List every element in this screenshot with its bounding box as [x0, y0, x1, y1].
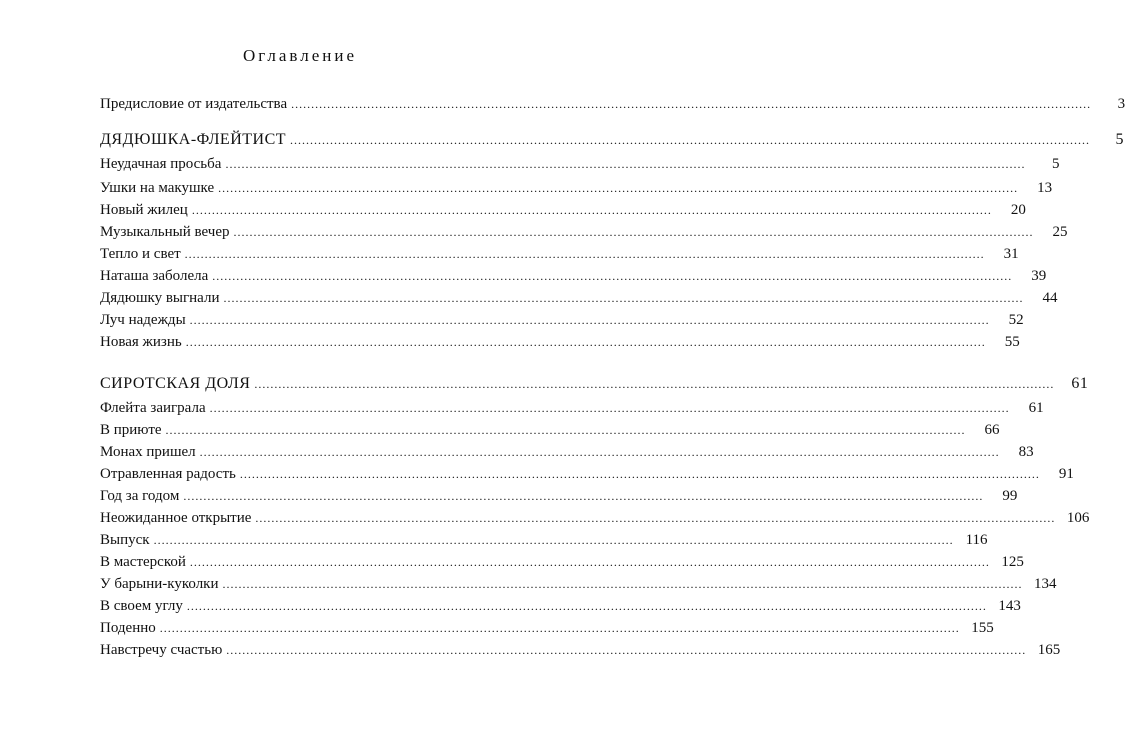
- dot-leader: ........................................................................................................................................................................................................: [212, 269, 1013, 283]
- toc-entry: [100, 178, 1053, 198]
- toc-entry-title: Навстречу счастью: [100, 642, 223, 658]
- dot-leader: ........................................................................................................................................................................................................: [159, 621, 960, 635]
- toc-entry-title: Тепло и свет: [100, 246, 181, 262]
- toc-entry: [100, 266, 1047, 286]
- toc-page-number: 13: [1037, 180, 1053, 196]
- toc-entry: [100, 464, 1074, 484]
- toc-part-row: [100, 374, 1089, 394]
- toc-entry-title: Луч надежды: [100, 312, 186, 328]
- toc-entry-title: В приюте: [100, 422, 162, 438]
- dot-leader: ........................................................................................................................................................................................................: [189, 555, 990, 569]
- toc-page-number: 143: [998, 598, 1021, 614]
- dot-leader: ........................................................................................................................................................................................................: [222, 577, 1023, 591]
- dot-leader: ........................................................................................................................................................................................................: [165, 423, 966, 437]
- dot-leader: ........................................................................................................................................................................................................: [189, 313, 990, 327]
- toc-entry: [100, 574, 1057, 594]
- toc-entry: [100, 552, 1024, 572]
- toc-page-number: 91: [1058, 466, 1074, 482]
- toc-page-number: 155: [971, 620, 994, 636]
- toc-entry-title: ДЯДЮШКА-ФЛЕЙТИСТ: [100, 131, 287, 148]
- toc-entry-title: Новый жилец: [100, 202, 188, 218]
- dot-leader: ........................................................................................................................................................................................................: [186, 599, 987, 613]
- toc-entry: [100, 486, 1018, 506]
- dot-leader: ........................................................................................................................................................................................................: [199, 445, 1000, 459]
- dot-leader: ........................................................................................................................................................................................................: [226, 643, 1027, 657]
- dot-leader: ........................................................................................................................................................................................................: [183, 489, 984, 503]
- toc-page-number: 61: [1028, 400, 1044, 416]
- dot-leader: ........................................................................................................................................................................................................: [209, 401, 1010, 415]
- toc-entry-title: Выпуск: [100, 532, 150, 548]
- dot-leader: ........................................................................................................................................................................................................: [223, 291, 1024, 305]
- toc-entry: [100, 154, 1060, 174]
- dot-leader: ........................................................................................................................................................................................................: [153, 533, 954, 547]
- toc-entry: [100, 420, 1000, 440]
- toc-entry-title: У барыни-куколки: [100, 576, 219, 592]
- toc-page-number: 99: [1002, 488, 1018, 504]
- toc-page-number: 3: [1117, 96, 1125, 112]
- dot-leader: ........................................................................................................................................................................................................: [218, 181, 1019, 195]
- toc-entry: [100, 222, 1068, 242]
- toc-entry-title: Поденно: [100, 620, 156, 636]
- toc-entry-title: В мастерской: [100, 554, 186, 570]
- dot-leader: ........................................................................................................................................................................................................: [225, 157, 1026, 171]
- dot-leader: ........................................................................................................................................................................................................: [255, 511, 1056, 525]
- toc-entry-title: Неудачная просьба: [100, 156, 222, 172]
- toc-entry-title: Отравленная радость: [100, 466, 236, 482]
- toc-entry: [100, 200, 1026, 220]
- toc-entry-title: В своем углу: [100, 598, 183, 614]
- toc-page-number: 61: [1071, 375, 1089, 392]
- dot-leader: ........................................................................................................................................................................................................: [185, 335, 986, 349]
- toc-entry: [100, 244, 1019, 264]
- toc-page-number: 44: [1042, 290, 1058, 306]
- toc-entry: [100, 442, 1034, 462]
- toc-entry: [100, 332, 1020, 352]
- toc-entry: [100, 310, 1024, 330]
- toc-entry-title: СИРОТСКАЯ ДОЛЯ: [100, 375, 251, 392]
- dot-leader: ........................................................................................................................................................................................................: [184, 247, 985, 261]
- toc-entry-title: Ушки на макушке: [100, 180, 215, 196]
- toc-page-number: 20: [1010, 202, 1026, 218]
- toc-entry-title: Монах пришел: [100, 444, 196, 460]
- toc-entry-title: Флейта заиграла: [100, 400, 206, 416]
- toc-page-number: 125: [1001, 554, 1024, 570]
- toc-entry-title: Предисловие от издательства: [100, 96, 288, 112]
- toc-page-number: 25: [1052, 224, 1068, 240]
- toc-page-number: 52: [1008, 312, 1024, 328]
- dot-leader: ........................................................................................................................................................................................................: [290, 133, 1091, 147]
- dot-leader: ........................................................................................................................................................................................................: [239, 467, 1040, 481]
- dot-leader: ........................................................................................................................................................................................................: [254, 377, 1055, 391]
- toc-page-number: 39: [1031, 268, 1047, 284]
- toc-page-number: 55: [1004, 334, 1020, 350]
- toc-page-number: 165: [1037, 642, 1061, 658]
- toc-entry: [100, 596, 1021, 616]
- toc-entry-title: Музыкальный вечер: [100, 224, 230, 240]
- toc-page-number: 134: [1034, 576, 1057, 592]
- toc-entry: [100, 618, 994, 638]
- toc-entry-title: Год за годом: [100, 488, 180, 504]
- toc-page-number: 116: [965, 532, 988, 548]
- dot-leader: ........................................................................................................................................................................................................: [233, 225, 1034, 239]
- toc-page-number: 5: [1051, 156, 1060, 172]
- toc-page-number: 31: [1003, 246, 1019, 262]
- toc-entry: [100, 288, 1058, 308]
- toc-entry: [100, 508, 1090, 528]
- toc-entry: [100, 398, 1044, 418]
- page-title: Оглавление: [243, 46, 357, 65]
- dot-leader: ........................................................................................................................................................................................................: [191, 203, 992, 217]
- toc-page-number: 66: [984, 422, 1000, 438]
- toc-entry-title: Неожиданное открытие: [100, 510, 252, 526]
- toc-entry-title: Новая жизнь: [100, 334, 182, 350]
- toc-part-row: [100, 130, 1125, 150]
- toc-entry: [100, 640, 1061, 660]
- toc-entry: [100, 94, 1125, 114]
- toc-entry: [100, 530, 988, 550]
- dot-leader: ........................................................................................................................................................................................................: [291, 97, 1092, 111]
- toc-page-number: 5: [1115, 131, 1125, 148]
- toc-entry-title: Дядюшку выгнали: [100, 290, 220, 306]
- toc-page-number: 83: [1018, 444, 1034, 460]
- toc-page-number: 106: [1066, 510, 1090, 526]
- toc-entry-title: Наташа заболела: [100, 268, 209, 284]
